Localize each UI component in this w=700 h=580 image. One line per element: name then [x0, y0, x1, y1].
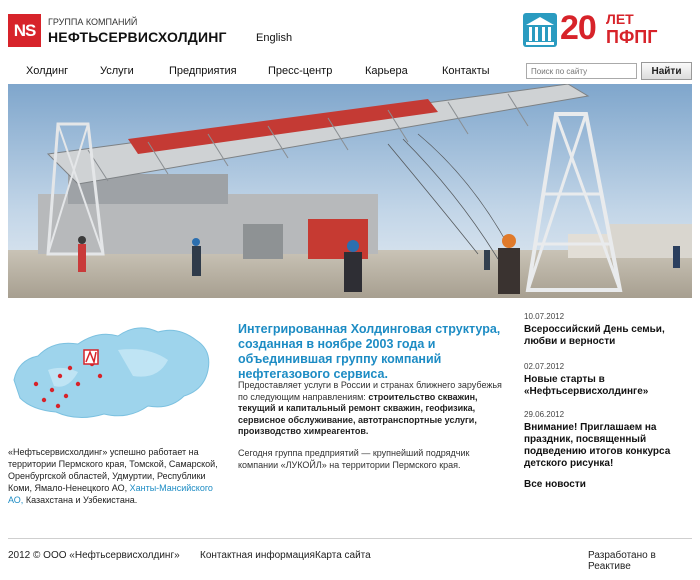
nav-item-contacts[interactable]: Контакты [442, 65, 490, 77]
regions-text-start: «Нефтьсервисхолдинг» успешно работает на территории Пермского края, Томской, Самарской, Оренбургской областей, Удмуртии, Республики Коми, Ямало-Ненецкого АО, [8, 447, 218, 493]
regions-text [8, 446, 218, 506]
lukoil-contractor-text: Сегодня группа предприятий — крупнейший подрядчик компании «ЛУКОЙЛ» на территории Пермского края. [238, 448, 470, 470]
news-date: 29.06.2012 [524, 410, 565, 419]
developer-link[interactable]: Разработано в Реактиве [588, 550, 656, 572]
anniversary-years-label: ЛЕТ [606, 11, 634, 27]
main-nav [0, 60, 700, 82]
header [0, 0, 700, 60]
anniversary-number: 20 [560, 9, 596, 47]
logo-subtitle: ГРУППА КОМПАНИЙ [48, 17, 138, 27]
footer [0, 550, 700, 572]
services-description [238, 380, 508, 438]
news-title-link[interactable]: Внимание! Приглашаем на праздник, посвященный подведению итогов конкурса детского рисунка! [524, 422, 671, 469]
logo-name[interactable]: НЕФТЬСЕРВИСХОЛДИНГ [48, 29, 227, 45]
news-title-link[interactable]: Новые старты в «Нефтьсервисхолдинге» [524, 374, 649, 397]
news-item [524, 312, 694, 348]
english-link[interactable]: English [256, 32, 293, 44]
services-list: строительство скважин, текущий и капитальный ремонт скважин, геофизика, сервисное обслуживание, автотранспортные услуги, производство химреагентов. [238, 391, 478, 436]
services-intro: Предоставляет услуги в России и странах ближнего зарубежья по следующим направлениям: [238, 380, 502, 402]
news-item [524, 362, 694, 398]
contact-info-link[interactable]: Контактная информация [200, 550, 315, 561]
copyright-text: 2012 © ООО «Нефтьсервисхолдинг» [8, 550, 180, 561]
news-date: 10.07.2012 [524, 312, 565, 321]
news-item [524, 410, 694, 470]
company-tagline: Интегрированная Холдинговая структура, созданная в ноябре 2003 года и объединившая группу компаний нефтегазового сервиса. [238, 322, 501, 381]
anniversary-badge[interactable] [522, 8, 682, 52]
nav-item-holding[interactable]: Холдинг [26, 65, 69, 77]
nav-item-enterprises[interactable]: Предприятия [169, 65, 237, 77]
news-title-link[interactable]: Всероссийский День семьи, любви и верности [524, 324, 665, 347]
anniversary-org-label: ПФПГ [606, 27, 658, 47]
khanty-mansiysk-link[interactable]: Ханты-Мансийского АО, [8, 483, 213, 505]
sitemap-link[interactable]: Карта сайта [315, 550, 371, 561]
pfpg-emblem-icon [522, 12, 558, 48]
regions-text-end: Казахстана и Узбекистана. [25, 495, 138, 505]
all-news-link[interactable]: Все новости [524, 479, 586, 490]
logo-mark[interactable]: NS [8, 14, 41, 47]
russia-map-image [8, 310, 216, 438]
search-button[interactable]: Найти [641, 62, 692, 80]
footer-divider [8, 538, 692, 539]
hero-drilling-rig-image [8, 84, 692, 298]
news-date: 02.07.2012 [524, 362, 565, 371]
nav-item-career[interactable]: Карьера [365, 65, 408, 77]
nav-item-press-center[interactable]: Пресс-центр [268, 65, 333, 77]
nav-item-services[interactable]: Услуги [100, 65, 134, 77]
search-input[interactable] [526, 63, 637, 79]
